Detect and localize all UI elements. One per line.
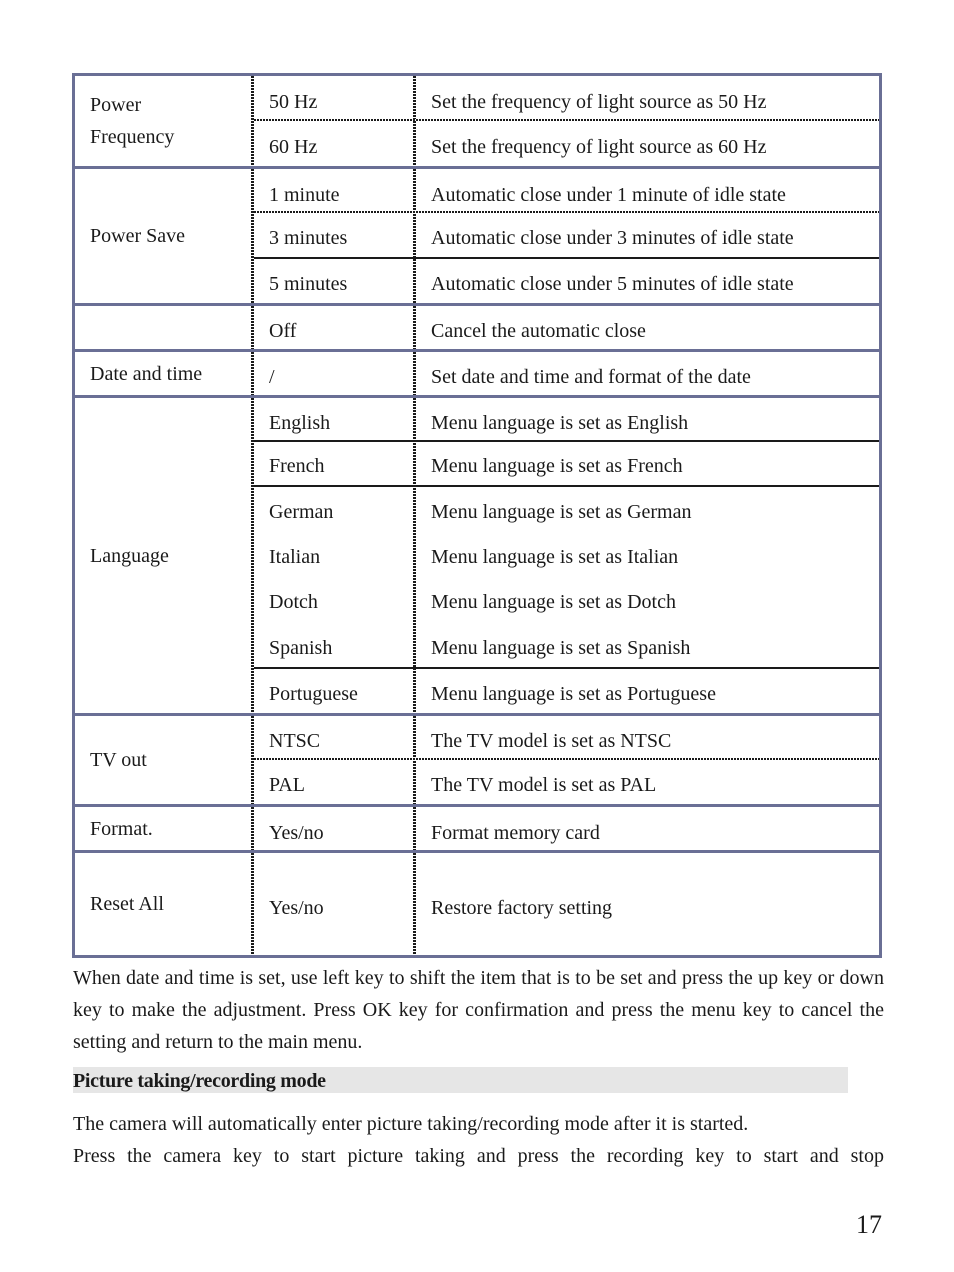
label-line: Frequency (90, 126, 175, 148)
description-cell: Cancel the automatic close (431, 320, 646, 342)
table-row (254, 442, 879, 478)
row-label: Date and time (90, 362, 203, 385)
option-cell: Off (269, 320, 297, 342)
option-cell: Italian (269, 546, 321, 568)
table-group-power-save (75, 166, 879, 303)
table-row (254, 487, 879, 524)
option-cell: PAL (269, 774, 305, 796)
row-label (90, 76, 250, 166)
description-cell: Menu language is set as Dotch (431, 591, 676, 613)
mode-paragraph-line-2: Press the camera key to start picture taking and press the recording key to start and stop (73, 1145, 884, 1167)
description-cell: Set date and time and format of the date (431, 366, 751, 388)
option-cell: NTSC (269, 730, 321, 752)
description-cell: Menu language is set as English (431, 412, 689, 434)
row-label (90, 306, 250, 349)
description-cell: Automatic close under 1 minute of idle state (431, 184, 786, 206)
table-row (254, 352, 879, 389)
description-cell: Format memory card (431, 822, 600, 844)
description-cell: The TV model is set as NTSC (431, 730, 672, 752)
page-number: 17 (856, 1210, 882, 1239)
table-row (254, 121, 879, 159)
table-group-format (75, 804, 879, 850)
table-row (254, 614, 879, 660)
description-cell: Set the frequency of light source as 60 Hz (431, 136, 767, 158)
option-cell: Dotch (269, 591, 318, 613)
table-row (254, 760, 879, 797)
option-cell: French (269, 455, 325, 477)
table-row (254, 76, 879, 114)
option-cell: / (269, 366, 275, 388)
option-cell: 50 Hz (269, 91, 318, 113)
table-row (254, 169, 879, 207)
table-row (254, 524, 879, 569)
section-heading: Picture taking/recording mode (73, 1070, 326, 1092)
row-label: Language (90, 544, 169, 567)
table-row (254, 259, 879, 296)
option-cell: Yes/no (269, 822, 324, 844)
table-row (254, 807, 879, 845)
description-cell: Automatic close under 3 minutes of idle state (431, 227, 794, 249)
option-cell: Yes/no (269, 897, 324, 919)
table-group-power-frequency (75, 76, 879, 166)
table-group-language (75, 395, 879, 713)
description-cell: Automatic close under 5 minutes of idle state (431, 273, 794, 295)
description-cell: Menu language is set as French (431, 455, 683, 477)
settings-table (72, 73, 882, 958)
option-cell: 60 Hz (269, 136, 318, 158)
description-cell: Menu language is set as Portuguese (431, 683, 716, 705)
row-label: Reset All (90, 893, 164, 915)
description-cell: Restore factory setting (431, 897, 613, 919)
table-row (254, 398, 879, 435)
table-row (254, 306, 879, 343)
table-row (254, 569, 879, 614)
table-group-date-and-time (75, 349, 879, 395)
option-cell: 3 minutes (269, 227, 348, 249)
mode-paragraph-line-1: The camera will automatically enter picture taking/recording mode after it is started. (73, 1113, 749, 1135)
option-cell: German (269, 501, 334, 523)
description-cell: The TV model is set as PAL (431, 774, 657, 796)
table-row (254, 716, 879, 753)
option-cell: Portuguese (269, 683, 358, 705)
table-row (254, 669, 879, 706)
option-cell: English (269, 412, 331, 434)
instruction-paragraph: When date and time is set, use left key to shift the item that is to be set and press the up key or down key to make the adjustment. Press OK key for confirmation and press the menu key to cancel the setting and return to the main menu. (73, 967, 884, 1053)
option-cell: Spanish (269, 637, 333, 659)
table-group-reset-all (75, 850, 879, 955)
row-label: TV out (90, 749, 147, 771)
description-cell: Menu language is set as Spanish (431, 637, 691, 659)
table-group-off (75, 303, 879, 349)
table-group-tv-out (75, 713, 879, 804)
table-row (254, 853, 879, 920)
description-cell: Set the frequency of light source as 50 Hz (431, 91, 767, 113)
table-row (254, 213, 879, 250)
row-label: Power Save (90, 225, 185, 247)
label-line: Power (90, 94, 142, 116)
option-cell: 5 minutes (269, 273, 348, 295)
option-cell: 1 minute (269, 184, 340, 206)
description-cell: Menu language is set as Italian (431, 546, 679, 568)
row-label: Format. (90, 817, 153, 840)
description-cell: Menu language is set as German (431, 501, 692, 523)
